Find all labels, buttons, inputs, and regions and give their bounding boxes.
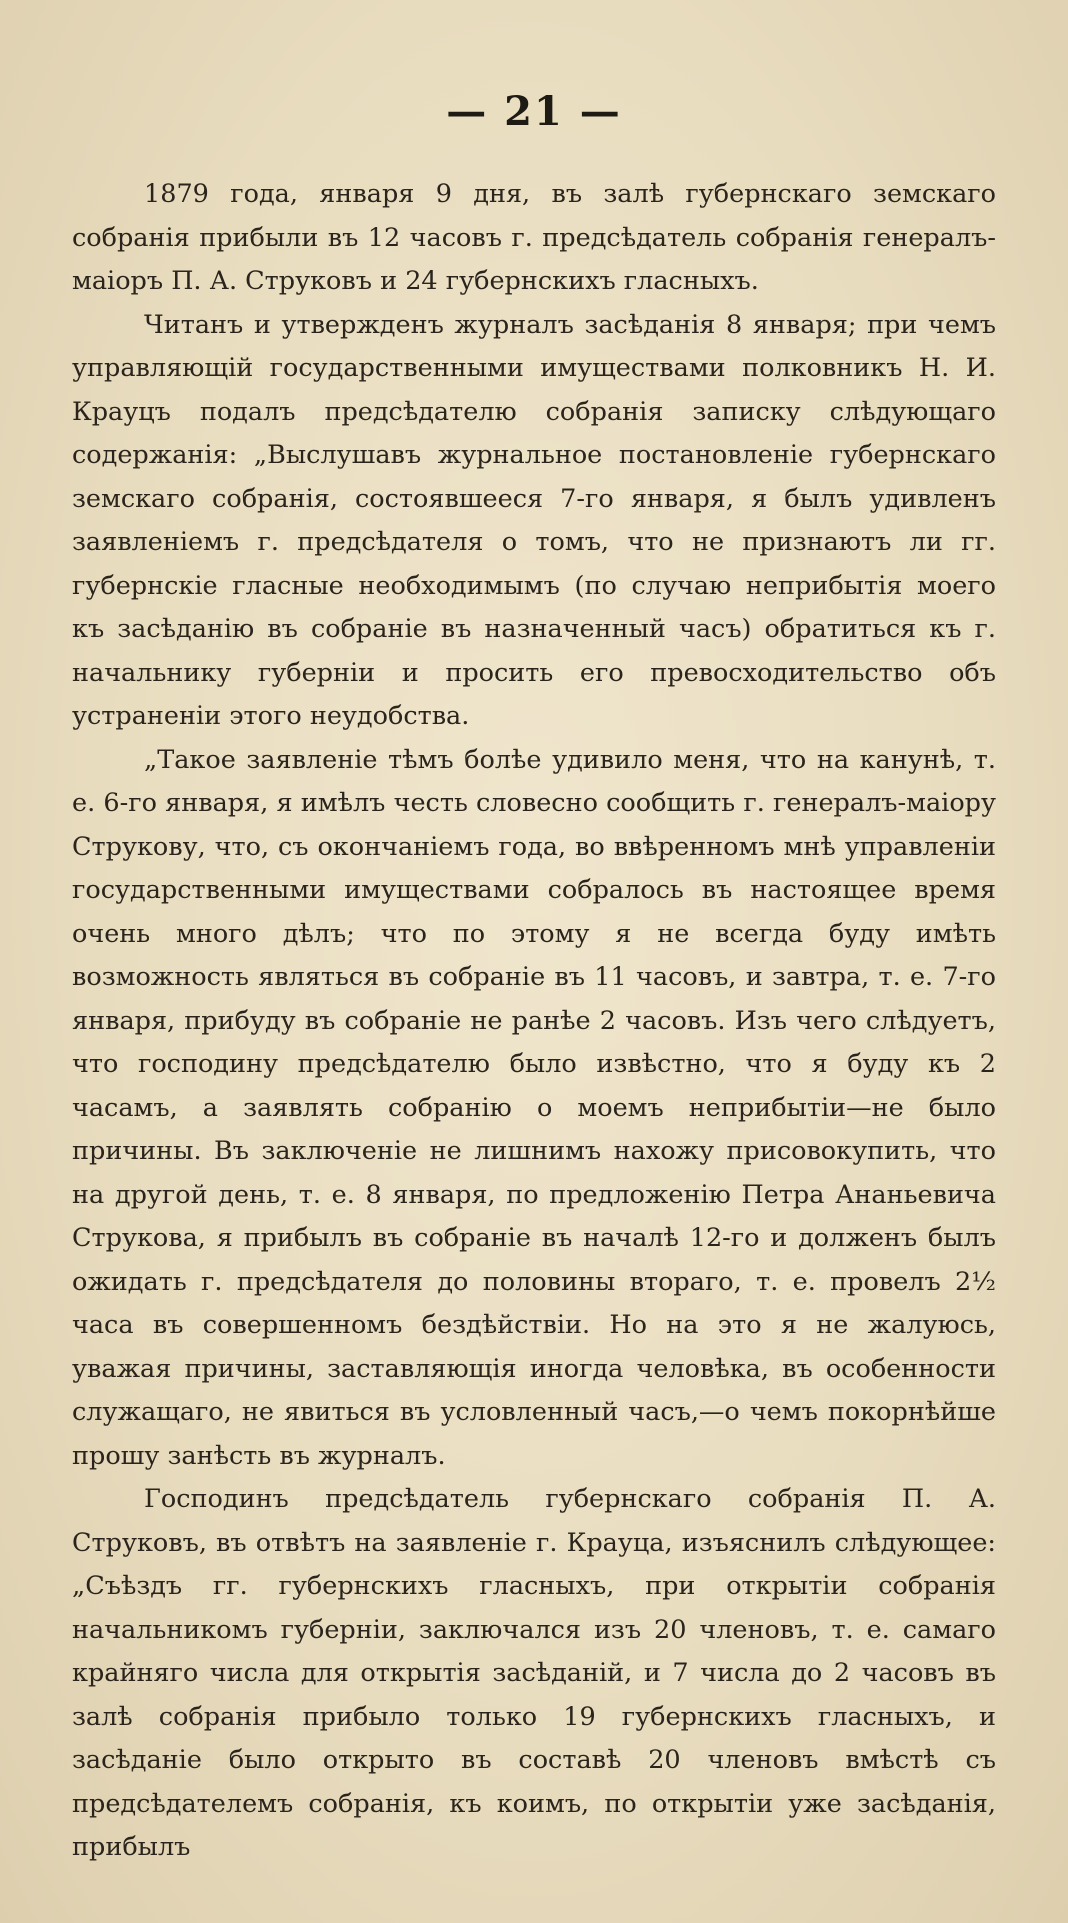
paragraph-4: Господинъ предсѣдатель губернскаго собранія П. А. Струковъ, въ отвѣтъ на заявленіе г. Крауца, изъяснилъ слѣдующее: „Съѣздъ гг. губернскихъ гласныхъ, при открытіи собранія начальникомъ губерніи, заключался изъ 20 членовъ, т. е. самаго крайняго числа для открытія засѣданій, и 7 числа до 2 часовъ въ залѣ собранія прибыло только 19 губернскихъ гласныхъ, и засѣданіе было открыто въ составѣ 20 членовъ вмѣстѣ съ предсѣдателемъ собранія, къ коимъ, по открытіи уже засѣданія, прибылъ: [72, 1484, 996, 1862]
page-number: — 21 —: [446, 88, 622, 135]
text-body: [72, 173, 996, 1870]
paragraph-1: 1879 года, января 9 дня, въ залѣ губернскаго земскаго собранія прибыли въ 12 часовъ г. предсѣдатель собранія генералъ-маіоръ П. А. Струковъ и 24 губернскихъ гласныхъ.: [72, 179, 996, 296]
paragraph-2: Читанъ и утвержденъ журналъ засѣданія 8 января; при чемъ управляющій государственными имуществами полковникъ Н. И. Крауцъ подалъ предсѣдателю собранія записку слѣдующаго содержанія: „Выслушавъ журнальное постановленіе губернскаго земскаго собранія, состоявшееся 7-го января, я былъ удивленъ заявленіемъ г. предсѣдателя о томъ, что не признаютъ ли гг. губернскіе гласные необходимымъ (по случаю неприбытія моего къ засѣданію въ собраніе въ назначенный часъ) обратиться къ г. начальнику губерніи и просить его превосходительство объ устраненіи этого неудобства.: [72, 309, 996, 731]
paragraph-3: „Такое заявленіе тѣмъ болѣе удивило меня, что на канунѣ, т. е. 6-го января, я имѣлъ честь словесно сообщить г. генералъ-маіору Струкову, что, съ окончаніемъ года, во ввѣренномъ мнѣ управленіи государственными имуществами собралось въ настоящее время очень много дѣлъ; что по этому я не всегда буду имѣть возможность являться въ собраніе въ 11 часовъ, и завтра, т. е. 7-го января, прибуду въ собраніе не ранѣе 2 часовъ. Изъ чего слѣдуетъ, что господину предсѣдателю было извѣстно, что я буду къ 2 часамъ, а заявлять собранію о моемъ неприбытіи—не было причины. Въ заключеніе не лишнимъ нахожу присовокупить, что на другой день, т. е. 8 января, по предложенію Петра Ананьевича Струкова, я прибылъ въ собраніе въ началѣ 12-го и долженъ былъ ожидать г. предсѣдателя до половины втораго, т. е. провелъ 2½ часа въ совершенномъ бездѣйствіи. Но на это я не жалуюсь, уважая причины, заставляющія иногда человѣка, въ особенности служащаго, не явиться въ условленный часъ,—о чемъ покорнѣйше прошу занѣсть въ журналъ.: [72, 744, 996, 1471]
